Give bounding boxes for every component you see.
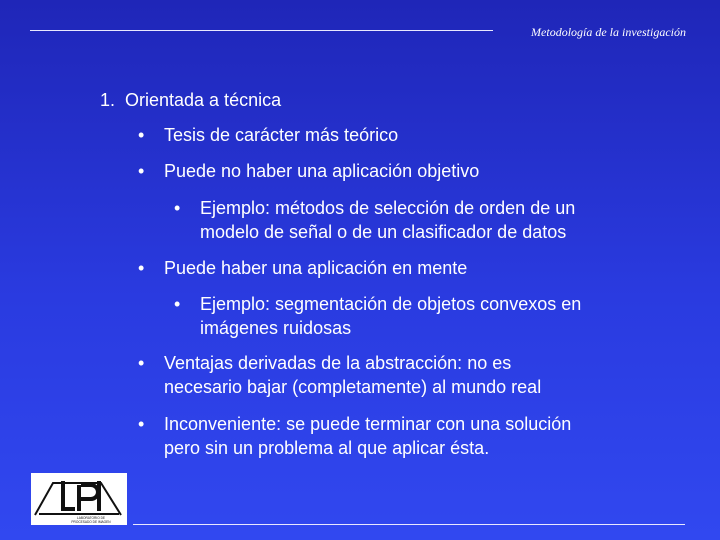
bullet-marker: • [138,353,145,373]
logo-caption-line2: PROCESADO DE IMAGEN [71,520,111,524]
bullet-item [138,123,398,147]
footer-rule [133,524,685,525]
bullet-item [138,256,467,280]
heading-number: 1. [100,90,116,110]
bullet-marker: • [174,294,181,314]
bullet-marker: • [138,414,145,434]
sub-bullet-item [174,196,575,244]
bullet-marker: • [138,125,145,145]
bullet-marker: • [174,198,181,218]
bullet-line: pero sin un problema al que aplicar ésta. [164,438,490,458]
bullet-item [138,351,541,399]
lab-logo [31,473,127,525]
bullet-line: Tesis de carácter más teórico [164,125,399,145]
header-rule [30,30,493,31]
bullet-line: Puede no haber una aplicación objetivo [164,161,480,181]
bullet-line: imágenes ruidosas [200,318,352,338]
bullet-line: Inconveniente: se puede terminar con una solución [164,414,572,434]
bullet-line: Ejemplo: métodos de selección de orden de un [200,198,576,218]
bullet-item [138,412,571,460]
bullet-line: Puede haber una aplicación en mente [164,258,468,278]
bullet-marker: • [138,161,145,181]
bullet-line: Ejemplo: segmentación de objetos convexos en [200,294,582,314]
bullet-line: modelo de señal o de un clasificador de datos [200,222,567,242]
numbered-heading [100,89,281,111]
header-title: Metodología de la investigación [531,25,686,39]
bullet-line: necesario bajar (completamente) al mundo real [164,377,542,397]
bullet-marker: • [138,258,145,278]
sub-bullet-item [174,292,581,340]
logo-caption-line1: LABORATORIO DE [76,516,106,520]
bullet-item [138,159,479,183]
heading-text: Orientada a técnica [125,90,282,110]
lab-logo-graphic [31,473,127,525]
bullet-line: Ventajas derivadas de la abstracción: no es [164,353,512,373]
